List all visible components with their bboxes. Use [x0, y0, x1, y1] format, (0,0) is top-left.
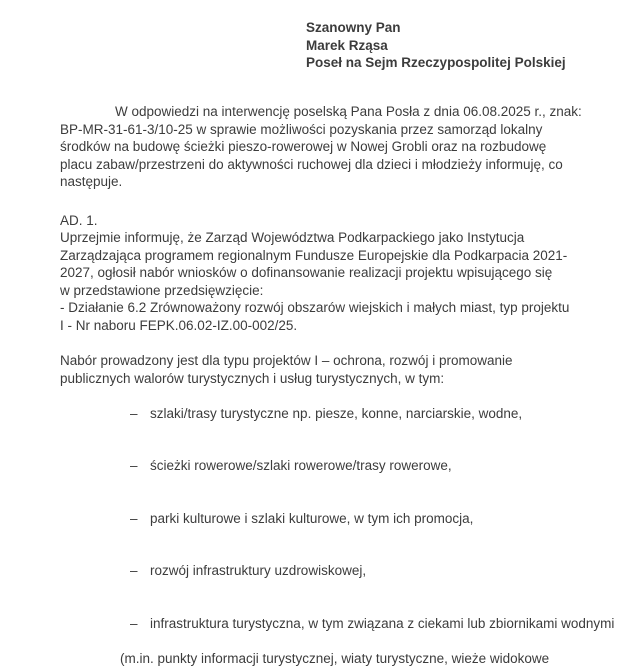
recipient-name: Marek Rząsa: [306, 37, 566, 55]
dash-bullet: –: [130, 405, 150, 423]
nabor-line: publicznych walorów turystycznych i usług turystycznych, w tym:: [60, 370, 620, 388]
intro-paragraph: [60, 103, 620, 191]
ad1-line: Uprzejmie informuję, że Zarząd Województwa Podkarpackiego jako Instytucja: [60, 229, 620, 247]
intro-line: placu zabaw/przestrzeni do aktywności ruchowej dla dzieci i młodzieży informuję, co: [60, 156, 620, 174]
ad1-line: - Działanie 6.2 Zrównoważony rozwój obszarów wiejskich i małych miast, typ projektu: [60, 299, 620, 317]
dash-bullet: –: [130, 562, 150, 580]
intro-line: BP-MR-31-61-3/10-25 w sprawie możliwości pozyskania przez samorząd lokalny: [60, 121, 620, 139]
list-item: [60, 492, 620, 545]
list-item: [60, 387, 620, 440]
nabor-section: [60, 352, 620, 667]
ad1-line: I - Nr naboru FEPK.06.02-IZ.00-002/25.: [60, 317, 620, 335]
recipient-address-block: [306, 19, 566, 72]
list-item: [60, 597, 620, 650]
list-item-text: ścieżki rowerowe/szlaki rowerowe/trasy rowerowe,: [150, 458, 452, 473]
letter-body: [60, 103, 620, 667]
intro-line: środków na budowę ścieżki pieszo-rowerowej w Nowej Grobli oraz na rozbudowę: [60, 138, 620, 156]
list-item-continuation: (m.in. punkty informacji turystycznej, wiaty turystyczne, wieże widokowe: [60, 650, 620, 667]
list-item-text: szlaki/trasy turystyczne np. piesze, konne, narciarskie, wodne,: [150, 406, 522, 421]
nabor-line: Nabór prowadzony jest dla typu projektów I – ochrona, rozwój i promowanie: [60, 352, 620, 370]
ad1-heading: AD. 1.: [60, 212, 620, 230]
ad1-section: [60, 212, 620, 335]
recipient-title: Poseł na Sejm Rzeczypospolitej Polskiej: [306, 54, 566, 72]
list-item-text: infrastruktura turystyczna, w tym związana z ciekami lub zbiornikami wodnymi: [150, 616, 614, 631]
recipient-salutation: Szanowny Pan: [306, 19, 566, 37]
list-item: [60, 440, 620, 493]
dash-bullet: –: [130, 457, 150, 475]
ad1-line: Zarządzająca programem regionalnym Fundusze Europejskie dla Podkarpacia 2021-: [60, 247, 620, 265]
ad1-line: w przedstawione przedsięwzięcie:: [60, 282, 620, 300]
list-item-text: rozwój infrastruktury uzdrowiskowej,: [150, 563, 366, 578]
intro-line: następuje.: [60, 173, 620, 191]
list-item-text: parki kulturowe i szlaki kulturowe, w tym ich promocja,: [150, 511, 473, 526]
ad1-line: 2027, ogłosił nabór wniosków o dofinansowanie realizacji projektu wpisującego się: [60, 264, 620, 282]
list-item: [60, 545, 620, 598]
dash-bullet: –: [130, 510, 150, 528]
intro-line: W odpowiedzi na interwencję poselską Pana Posła z dnia 06.08.2025 r., znak:: [60, 103, 620, 121]
dash-bullet: –: [130, 615, 150, 633]
